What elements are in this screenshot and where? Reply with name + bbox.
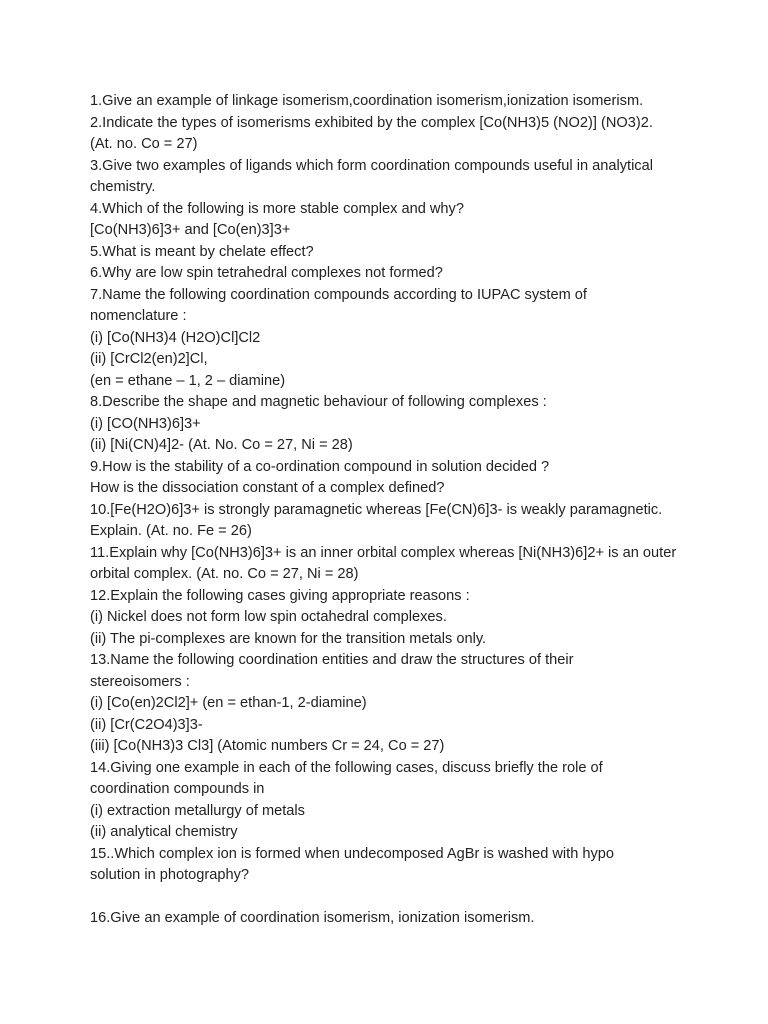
text-line: 11.Explain why [Co(NH3)6]3+ is an inner orbital complex whereas [Ni(NH3)6]2+ is an outer [90,544,677,561]
text-line: (i) [Co(NH3)4 (H2O)Cl]Cl2 [90,329,261,346]
text-line: orbital complex. (At. no. Co = 27, Ni = 28) [90,566,359,582]
text-line: 12.Explain the following cases giving appropriate reasons : [90,587,470,604]
text-line: (iii) [Co(NH3)3 Cl3] (Atomic numbers Cr = 24, Co = 27) [90,738,445,754]
text-line: (At. no. Co = 27) [90,136,198,152]
text-line: solution in photography? [90,867,250,883]
text-line: 4.Which of the following is more stable complex and why? [90,200,464,217]
text-line: 10.[Fe(H2O)6]3+ is strongly paramagnetic whereas [Fe(CN)6]3- is weakly paramagnetic. [90,501,663,518]
text-line: (ii) [CrCl2(en)2]Cl, [90,351,208,367]
text-line: coordination compounds in [90,781,265,797]
text-line: 9.How is the stability of a co-ordination compound in solution decided ? [90,458,550,475]
text-line: 1.Give an example of linkage isomerism,coordination isomerism,ionization isomerism. [90,93,644,109]
text-line: (i) [Co(en)2Cl2]+ (en = ethan-1, 2-diamine) [90,695,367,711]
text-line: stereoisomers : [90,673,190,690]
text-line: 5.What is meant by chelate effect? [90,243,314,260]
text-line: chemistry. [90,179,156,195]
text-line: 6.Why are low spin tetrahedral complexes not formed? [90,265,443,281]
blank-line [90,887,730,909]
text-line: 3.Give two examples of ligands which form coordination compounds useful in analytical [90,157,653,174]
text-line: (ii) analytical chemistry [90,824,238,840]
text-line: (i) extraction metallurgy of metals [90,802,305,819]
text-line: [Co(NH3)6]3+ and [Co(en)3]3+ [90,222,291,238]
text-line: Explain. (At. no. Fe = 26) [90,523,252,539]
question-list [90,91,730,930]
text-line: How is the dissociation constant of a complex defined? [90,480,445,496]
text-line: (i) Nickel does not form low spin octahedral complexes. [90,609,447,625]
text-line: 15..Which complex ion is formed when undecomposed AgBr is washed with hypo [90,845,615,862]
text-line: (ii) [Ni(CN)4]2- (At. No. Co = 27, Ni = 28) [90,437,353,453]
text-line: nomenclature : [90,308,187,324]
text-line: (ii) [Cr(C2O4)3]3- [90,716,203,733]
text-line: 7.Name the following coordination compounds according to IUPAC system of [90,286,587,303]
text-line: (i) [CO(NH3)6]3+ [90,415,201,432]
text-line: 8.Describe the shape and magnetic behaviour of following complexes : [90,394,547,410]
text-line: (ii) The pi-complexes are known for the transition metals only. [90,630,487,647]
text-line: (en = ethane – 1, 2 – diamine) [90,372,286,389]
text-line: 2.Indicate the types of isomerisms exhibited by the complex [Co(NH3)5 (NO2)] (NO3)2. [90,114,653,131]
text-line: 13.Name the following coordination entities and draw the structures of their [90,652,574,668]
text-line: 16.Give an example of coordination isomerism, ionization isomerism. [90,910,535,926]
text-line: 14.Giving one example in each of the following cases, discuss briefly the role of [90,759,603,776]
